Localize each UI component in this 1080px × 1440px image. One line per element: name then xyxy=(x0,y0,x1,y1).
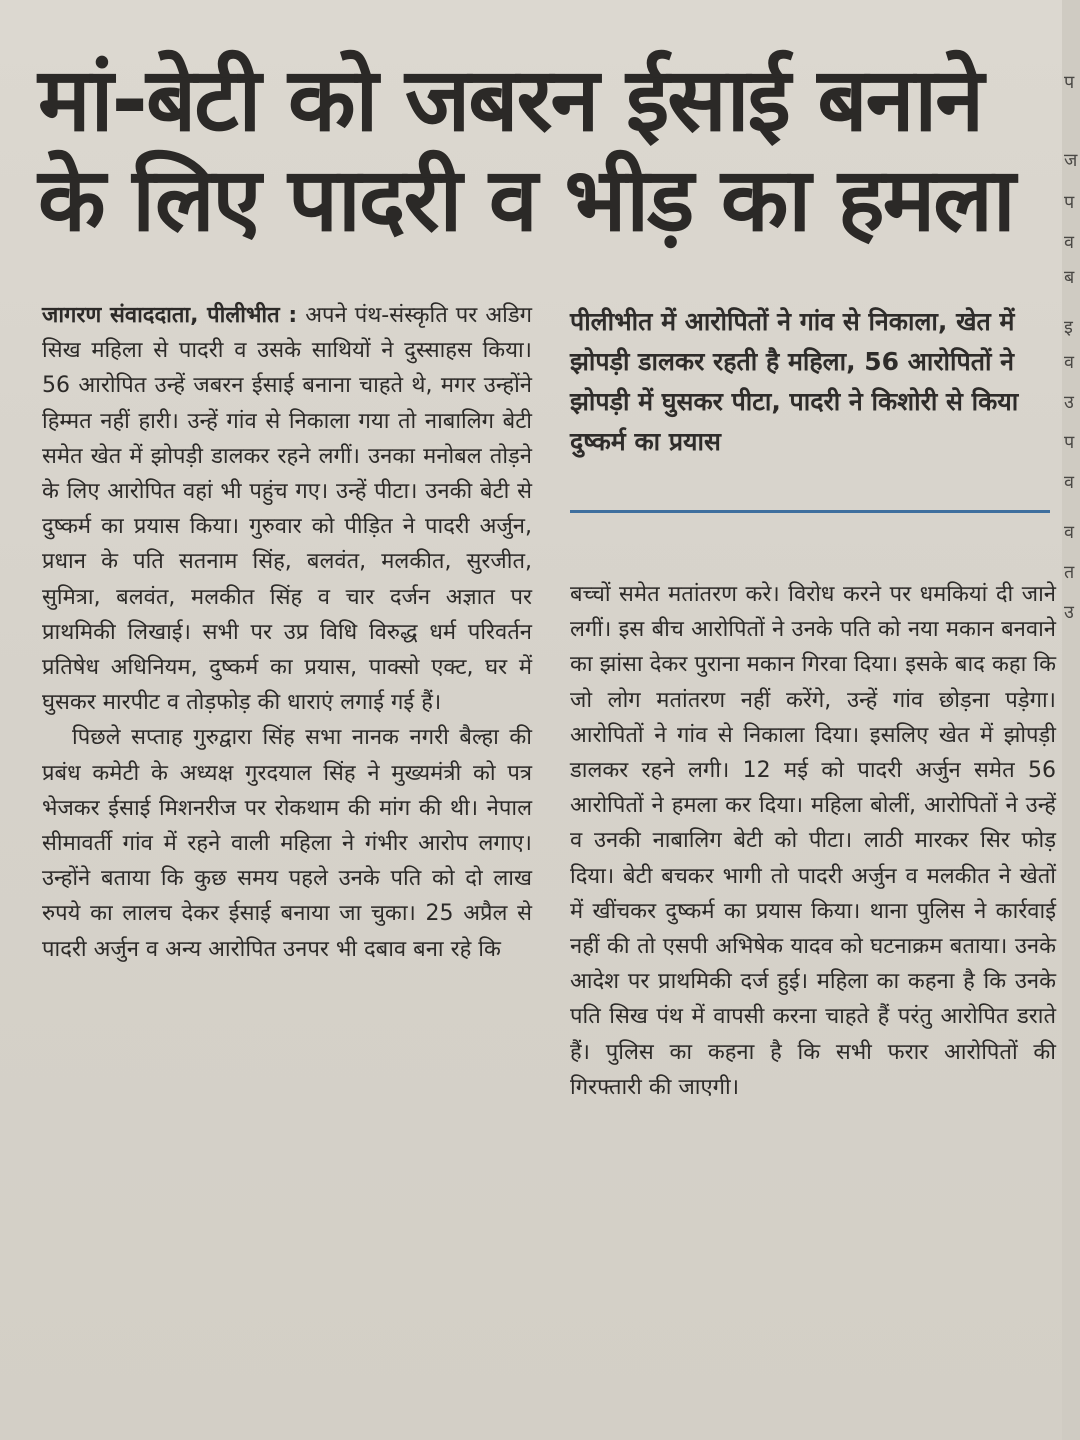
headline-line-2: के लिए पादरी व भीड़ का हमला xyxy=(38,148,1014,251)
edge-glyph: त xyxy=(1064,562,1075,583)
left-paragraph-2: पिछले सप्ताह गुरुद्वारा सिंह सभा नानक नगरी बैल्हा की प्रबंध कमेटी के अध्यक्ष गुरदयाल सिंह ने मुख्यमंत्री को पत्र भेजकर ईसाई मिशनरीज पर रोकथाम की मांग की थी। नेपाल सीमावर्ती गांव में रहने वाली महिला ने गंभीर आरोप लगाए। उन्होंने बताया कि कुछ समय पहले उनके पति को दो लाख रुपये का लालच देकर ईसाई बनाया जा चुका। 25 अप्रैल से पादरी अर्जुन व अन्य आरोपित उनपर भी दबाव बना रहे कि xyxy=(42,725,532,962)
adjacent-column-edge xyxy=(1062,0,1080,1440)
edge-glyph: व xyxy=(1064,352,1075,373)
edge-glyph: व xyxy=(1064,522,1075,543)
edge-glyph: इ xyxy=(1064,317,1073,338)
edge-glyph: ब xyxy=(1064,267,1075,288)
headline-line-1: मां-बेटी को जबरन ईसाई बनाने xyxy=(38,48,983,151)
edge-glyph: व xyxy=(1064,472,1075,493)
subdeck: पीलीभीत में आरोपितों ने गांव से निकाला, खेत में झोपड़ी डालकर रहती है महिला, 56 आरोपितों ने झोपड़ी में घुसकर पीटा, पादरी ने किशोरी से किया दुष्कर्म का प्रयास xyxy=(570,307,1019,456)
left-paragraph-1-text: अपने पंथ-संस्कृति पर अडिग सिख महिला से पादरी व उसके साथियों ने दुस्साहस किया। 56 आरोपित उन्हें जबरन ईसाई बनाना चाहते थे, मगर उन्होंने हिम्मत नहीं हारी। उन्हें गांव से निकाला गया तो नाबालिग बेटी समेत खेत में झोपड़ी डालकर रहने लगीं। उनका मनोबल तोड़ने के लिए आरोपित वहां भी पहुंच गए। उन्हें पीटा। उनकी बेटी से दुष्कर्म का प्रयास किया। गुरुवार को पीड़ित ने पादरी अर्जुन, प्रधान के पति सतनाम सिंह, बलवंत, मलकीत, सुरजीत, सुमित्रा, बलवंत, मलकीत सिंह व चार दर्जन अज्ञात पर प्राथमिकी लिखाई। सभी पर उप्र विधि विरुद्ध धर्म परिवर्तन प्रतिषेध अधिनियम, दुष्कर्म का प्रयास, पाक्सो एक्ट, घर में घुसकर मारपीट व तोड़फोड़ की धाराएं लगाई गई हैं। xyxy=(42,303,532,716)
right-column xyxy=(570,577,1056,1105)
edge-glyph: उ xyxy=(1064,602,1074,623)
edge-glyph: ज xyxy=(1064,150,1078,171)
edge-glyph: उ xyxy=(1064,392,1074,413)
headline xyxy=(38,50,1048,250)
edge-glyph: प xyxy=(1064,432,1075,453)
dateline: जागरण संवाददाता, पीलीभीत : xyxy=(42,303,298,328)
left-column xyxy=(42,298,532,967)
edge-glyph: प xyxy=(1064,192,1075,213)
divider-rule xyxy=(570,510,1050,513)
edge-glyph: प xyxy=(1064,72,1075,93)
right-paragraph-1: बच्चों समेत मतांतरण करे। विरोध करने पर धमकियां दी जाने लगीं। इस बीच आरोपितों ने उनके पति को नया मकान बनवाने का झांसा देकर पुराना मकान गिरवा दिया। इसके बाद कहा कि जो लोग मतांतरण नहीं करेंगे, उन्हें गांव छोड़ना पड़ेगा। आरोपितों ने गांव से निकाला दिया। इसलिए खेत में झोपड़ी डालकर रहने लगी। 12 मई को पादरी अर्जुन समेत 56 आरोपितों ने हमला कर दिया। महिला बोलीं, आरोपितों ने उन्हें व उनकी नाबालिग बेटी को पीटा। लाठी मारकर सिर फोड़ दिया। बेटी बचकर भागी तो पादरी अर्जुन व मलकीत ने खेतों में खींचकर दुष्कर्म का प्रयास किया। थाना पुलिस ने कार्रवाई नहीं की तो एसपी अभिषेक यादव को घटनाक्रम बताया। उनके आदेश पर प्राथमिकी दर्ज हुई। महिला का कहना है कि उनके पति सिख पंथ में वापसी करना चाहते हैं परंतु आरोपित डराते हैं। पुलिस का कहना है कि सभी फरार आरोपितों की गिरफ्तारी की जाएगी। xyxy=(570,582,1056,1100)
left-paragraph-1 xyxy=(42,298,532,720)
edge-glyph: व xyxy=(1064,232,1075,253)
